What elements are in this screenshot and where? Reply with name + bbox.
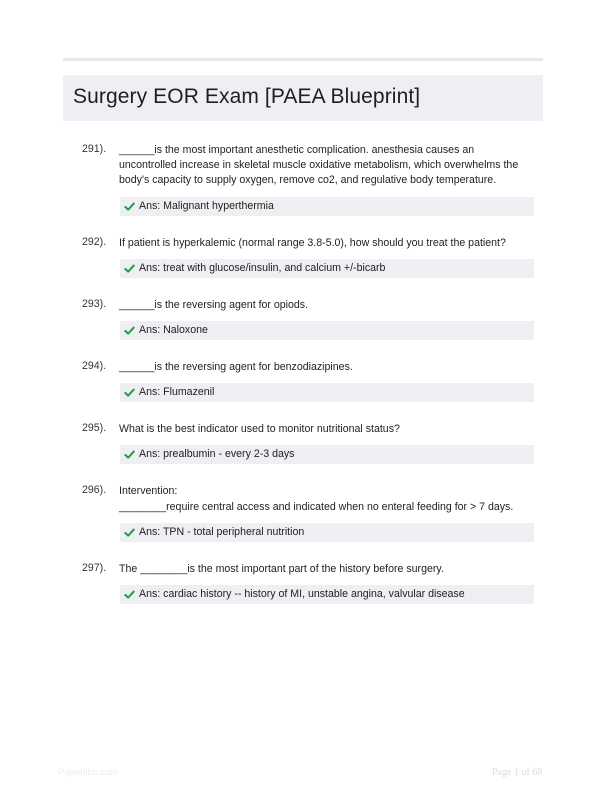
question-line: The ________is the most important part of the history before surgery. bbox=[119, 562, 444, 575]
question-line: ________require central access and indicated when no enteral feeding for > 7 days. bbox=[119, 500, 514, 513]
answer-box bbox=[120, 321, 534, 340]
answer-box bbox=[120, 383, 534, 402]
top-divider bbox=[63, 58, 543, 61]
question-line: If patient is hyperkalemic (normal range 3.8-5.0), how should you treat the patient? bbox=[119, 236, 506, 249]
answer-text: Ans: Naloxone bbox=[139, 324, 208, 337]
answer-text: Ans: Malignant hyperthermia bbox=[139, 199, 274, 212]
question-text bbox=[119, 236, 539, 251]
check-icon bbox=[124, 325, 135, 336]
question-number: 296). bbox=[82, 484, 107, 497]
question-number: 295). bbox=[82, 422, 107, 435]
answer-text: Ans: Flumazenil bbox=[139, 386, 215, 399]
answer-box bbox=[120, 445, 534, 464]
question-line: ______is the reversing agent for benzodiazipines. bbox=[119, 361, 353, 374]
answer-text: Ans: treat with glucose/insulin, and calcium +/-bicarb bbox=[139, 261, 386, 274]
question-item bbox=[0, 143, 606, 216]
check-icon bbox=[124, 589, 135, 600]
check-icon bbox=[124, 527, 135, 538]
answer-box bbox=[120, 197, 534, 216]
question-number: 297). bbox=[82, 561, 107, 574]
question-number: 293). bbox=[82, 297, 107, 310]
question-number: 294). bbox=[82, 360, 107, 373]
question-line: What is the best indicator used to monitor nutritional status? bbox=[119, 423, 400, 436]
question-number: 292). bbox=[82, 235, 107, 248]
title-banner bbox=[63, 75, 543, 121]
answer-text: Ans: cardiac history -- history of MI, unstable angina, valvular disease bbox=[139, 588, 465, 601]
check-icon bbox=[124, 449, 135, 460]
question-item bbox=[0, 422, 606, 464]
question-item bbox=[0, 562, 606, 604]
question-number: 291). bbox=[82, 143, 107, 155]
question-text bbox=[119, 562, 539, 577]
page-title: Surgery EOR Exam [PAEA Blueprint] bbox=[73, 85, 421, 108]
answer-box bbox=[120, 259, 534, 278]
question-line: uncontrolled increase in skeletal muscle oxidative metabolism, which overwhelms the bbox=[119, 159, 519, 172]
question-line: body's capacity to supply oxygen, remove co2, and regulative body temperature. bbox=[119, 174, 497, 187]
question-text bbox=[119, 143, 539, 189]
check-icon bbox=[124, 263, 135, 274]
question-line: ______is the most important anesthetic complication. anesthesia causes an bbox=[119, 144, 475, 156]
watermark-footer: Paperlibc.com bbox=[58, 767, 119, 778]
question-item bbox=[0, 236, 606, 278]
answer-box bbox=[120, 585, 534, 604]
question-list bbox=[0, 143, 606, 624]
question-item bbox=[0, 298, 606, 340]
answer-text: Ans: TPN - total peripheral nutrition bbox=[139, 525, 305, 538]
answer-box bbox=[120, 523, 534, 542]
question-text bbox=[119, 360, 539, 375]
question-text bbox=[119, 298, 539, 313]
question-text bbox=[119, 422, 539, 437]
question-line: Intervention: bbox=[119, 485, 178, 498]
question-line: ______is the reversing agent for opiods. bbox=[119, 298, 309, 311]
question-text bbox=[119, 484, 539, 514]
question-item bbox=[0, 360, 606, 402]
answer-text: Ans: prealbumin - every 2-3 days bbox=[139, 448, 295, 461]
check-icon bbox=[124, 201, 135, 212]
question-item bbox=[0, 484, 606, 541]
check-icon bbox=[124, 387, 135, 398]
page-number: Page 1 of 68 bbox=[492, 767, 543, 778]
